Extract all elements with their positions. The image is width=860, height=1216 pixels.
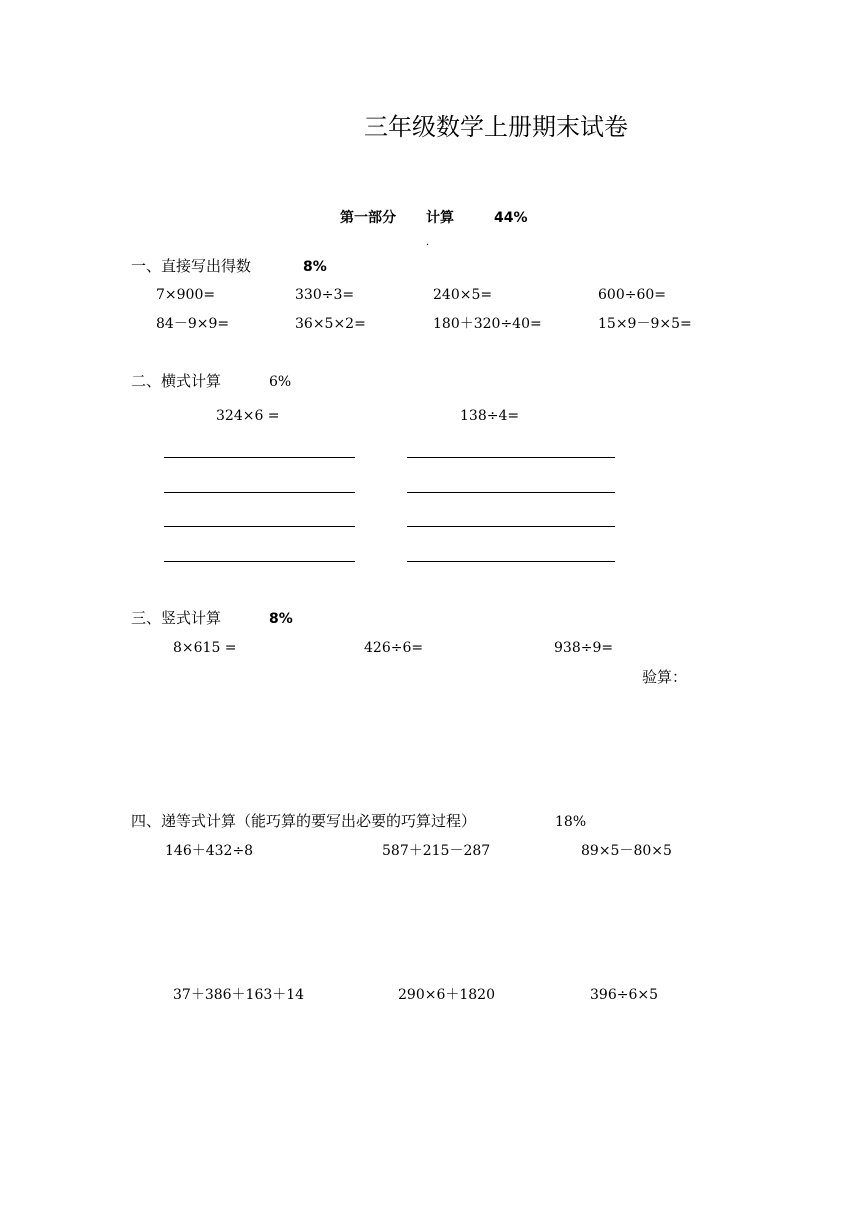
check-label: 验算：	[642, 668, 688, 686]
answer-line	[164, 457, 355, 458]
page-title: 三年级数学上册期末试卷	[364, 113, 628, 141]
answer-line	[407, 457, 615, 458]
s1-expr-4: 600÷60=	[598, 287, 666, 303]
answer-line	[164, 561, 355, 562]
s3-expr-1: 8×615 =	[173, 640, 237, 656]
answer-line	[407, 561, 615, 562]
s4-expr-6: 396÷6×5	[590, 987, 658, 1003]
section-2-heading: 二、横式计算	[131, 372, 222, 390]
s1-expr-7: 180＋320÷40=	[433, 316, 542, 332]
part-dot: .	[426, 237, 430, 248]
section-3-percent: 8%	[269, 611, 293, 627]
section-1-percent: 8%	[303, 259, 327, 275]
section-4-heading: 四、递等式计算（能巧算的要写出必要的巧算过程）	[131, 812, 477, 830]
section-3-heading: 三、竖式计算	[131, 609, 222, 627]
s4-expr-5: 290×6＋1820	[398, 987, 495, 1003]
section-2-percent: 6%	[269, 374, 292, 390]
s1-expr-3: 240×5=	[433, 287, 493, 303]
part-percent: 44%	[494, 210, 528, 226]
s3-expr-2: 426÷6=	[364, 640, 424, 656]
answer-line	[407, 526, 615, 527]
s1-expr-6: 36×5×2=	[295, 316, 366, 332]
section-1-heading: 一、直接写出得数	[131, 257, 252, 275]
s2-expr-1: 324×6 =	[216, 408, 280, 424]
s1-expr-1: 7×900=	[156, 287, 216, 303]
s4-expr-4: 37＋386＋163＋14	[173, 987, 305, 1003]
part-label: 第一部分	[340, 210, 396, 226]
s1-expr-8: 15×9－9×5=	[598, 316, 692, 332]
answer-line	[164, 492, 355, 493]
s4-expr-2: 587＋215－287	[382, 843, 491, 859]
part-name: 计算	[426, 210, 454, 226]
answer-line	[164, 526, 355, 527]
s1-expr-2: 330÷3=	[295, 287, 355, 303]
s3-expr-3: 938÷9=	[554, 640, 614, 656]
s1-expr-5: 84－9×9=	[156, 316, 230, 332]
s4-expr-3: 89×5－80×5	[581, 843, 672, 859]
s4-expr-1: 146＋432÷8	[165, 843, 254, 859]
section-4-percent: 18%	[555, 814, 587, 830]
answer-line	[407, 492, 615, 493]
s2-expr-2: 138÷4=	[460, 408, 520, 424]
